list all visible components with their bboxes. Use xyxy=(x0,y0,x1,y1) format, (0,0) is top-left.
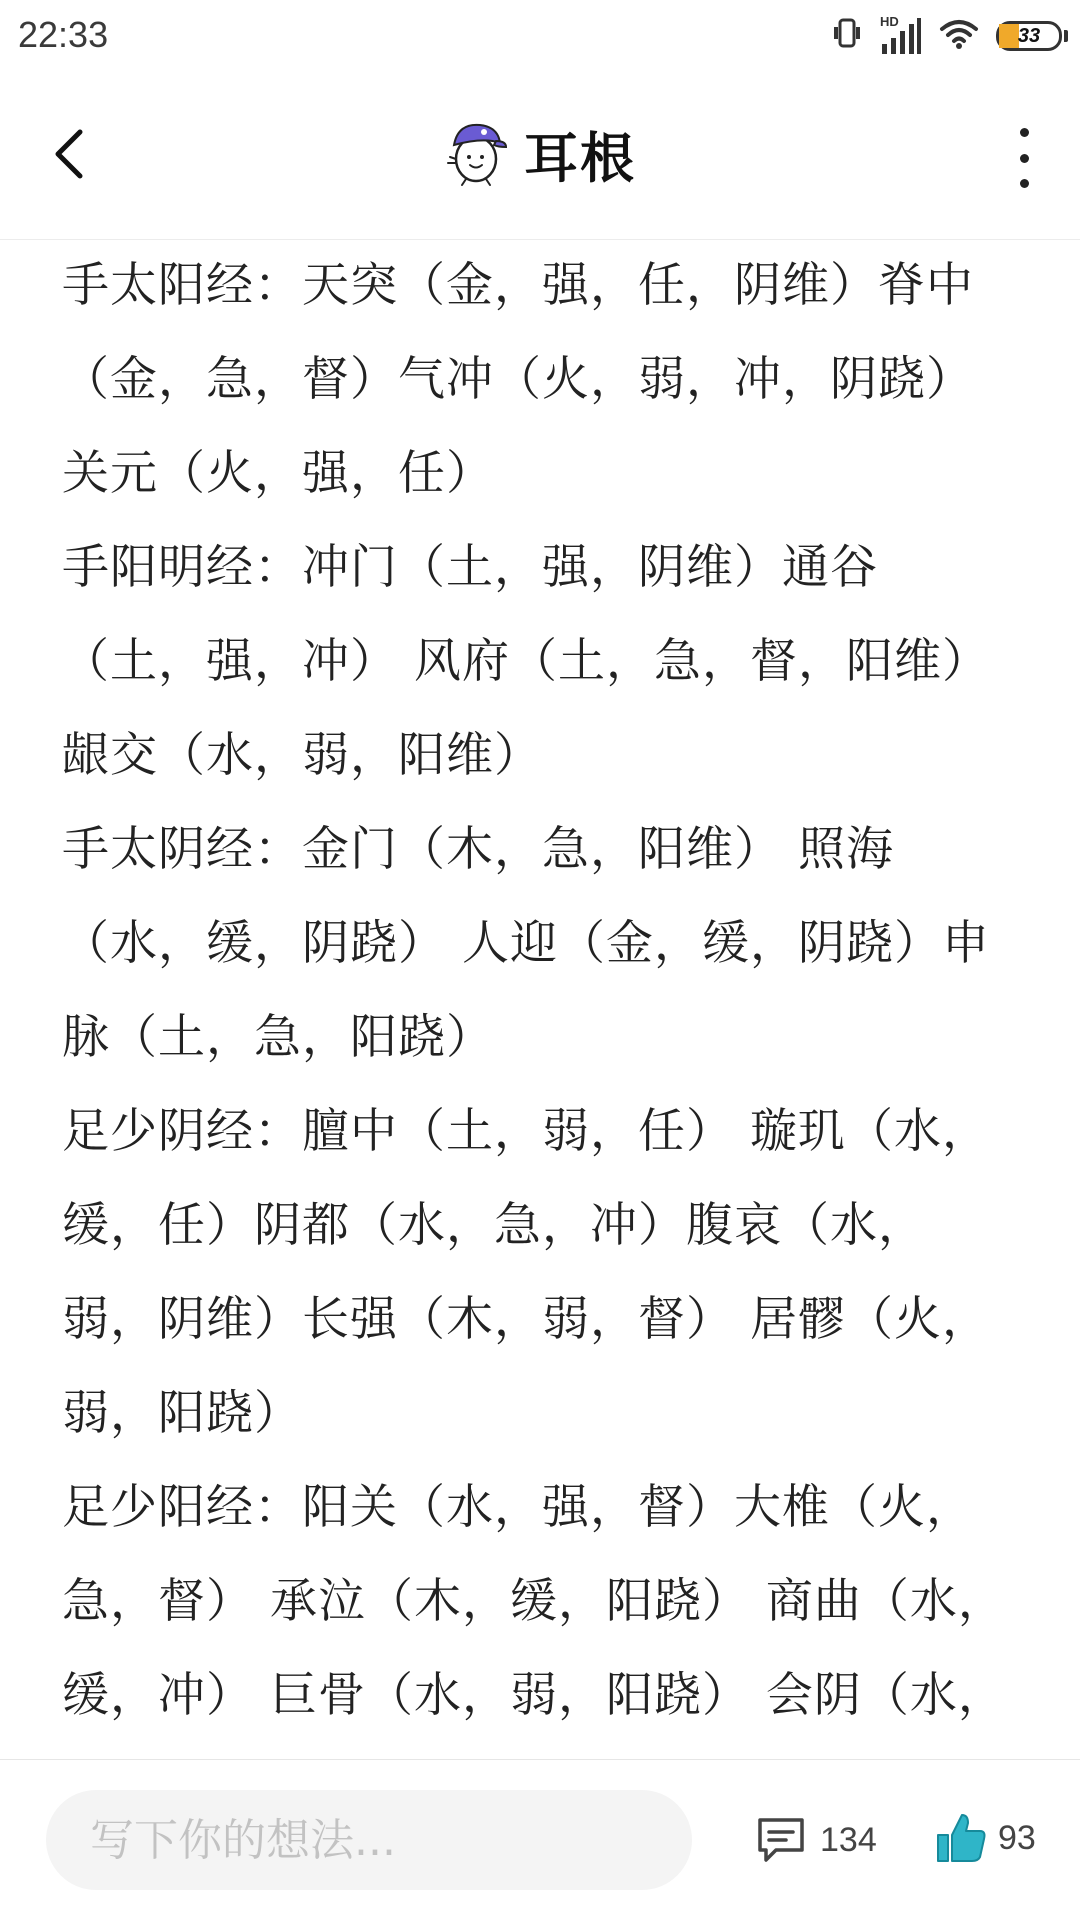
cartoon-cap-avatar-icon xyxy=(444,117,508,191)
like-count: 93 xyxy=(998,1818,1036,1857)
network-type-label: HD xyxy=(880,14,899,29)
status-bar xyxy=(0,0,1080,76)
article-paragraph: 足少阳经：阳关（水，强，督）大椎（火，急，督） 承泣（木，缓，阳跷） 商曲（水，缓，冲） 巨骨（水，弱，阳跷） 会阴（水， xyxy=(62,1480,1006,1723)
header-center xyxy=(0,112,1080,196)
battery-tip xyxy=(1064,30,1068,42)
article-body xyxy=(0,239,1080,1837)
battery-fill xyxy=(999,24,1019,48)
wifi-icon xyxy=(940,19,978,53)
battery-icon xyxy=(996,21,1068,51)
status-time: 22:33 xyxy=(18,14,109,55)
comment-input[interactable] xyxy=(46,1790,692,1890)
comment-icon xyxy=(756,1816,806,1864)
battery xyxy=(996,21,1062,51)
comments-button[interactable] xyxy=(756,1810,877,1870)
article-paragraph: 手太阴经：金门（木，急，阳维） 照海（水，缓，阴跷） 人迎（金，缓，阴跷）申脉（土，急，阳跷） xyxy=(62,822,990,1065)
article-content[interactable] xyxy=(0,239,1080,1759)
more-vertical-icon-dot xyxy=(1020,154,1029,163)
more-vertical-icon-dot xyxy=(1020,179,1029,188)
thumbs-up-icon xyxy=(934,1811,988,1865)
vibrate-icon xyxy=(832,17,862,55)
comment-count: 134 xyxy=(820,1820,877,1859)
signal-icon xyxy=(880,16,922,56)
article-paragraph: 手太阳经：天突（金，强，任，阴维）脊中（金，急，督）气冲（火，弱，冲，阴跷） 关元（火，强，任） xyxy=(62,258,974,501)
app-header xyxy=(0,76,1080,240)
article-paragraph: 手阳明经：冲门（土，强，阴维）通谷（土，强，冲） 风府（土，急，督，阳维）龈交（水，弱，阳维） xyxy=(62,540,990,783)
article-paragraph: 足少阴经：膻中（土，弱，任） 璇玑（水，缓，任）阴都（水，急，冲）腹哀（水，弱，阴维）长强（木，弱，督） 居髎（火，弱，阳跷） xyxy=(62,1104,990,1441)
page-title: 耳根 xyxy=(524,126,636,190)
battery-level: 33 xyxy=(1017,24,1041,47)
more-vertical-icon-dot xyxy=(1020,128,1029,137)
bottom-action-bar xyxy=(0,1759,1080,1920)
status-icons xyxy=(832,16,1068,56)
like-button[interactable] xyxy=(934,1806,1036,1870)
more-options-button[interactable] xyxy=(1012,128,1036,188)
